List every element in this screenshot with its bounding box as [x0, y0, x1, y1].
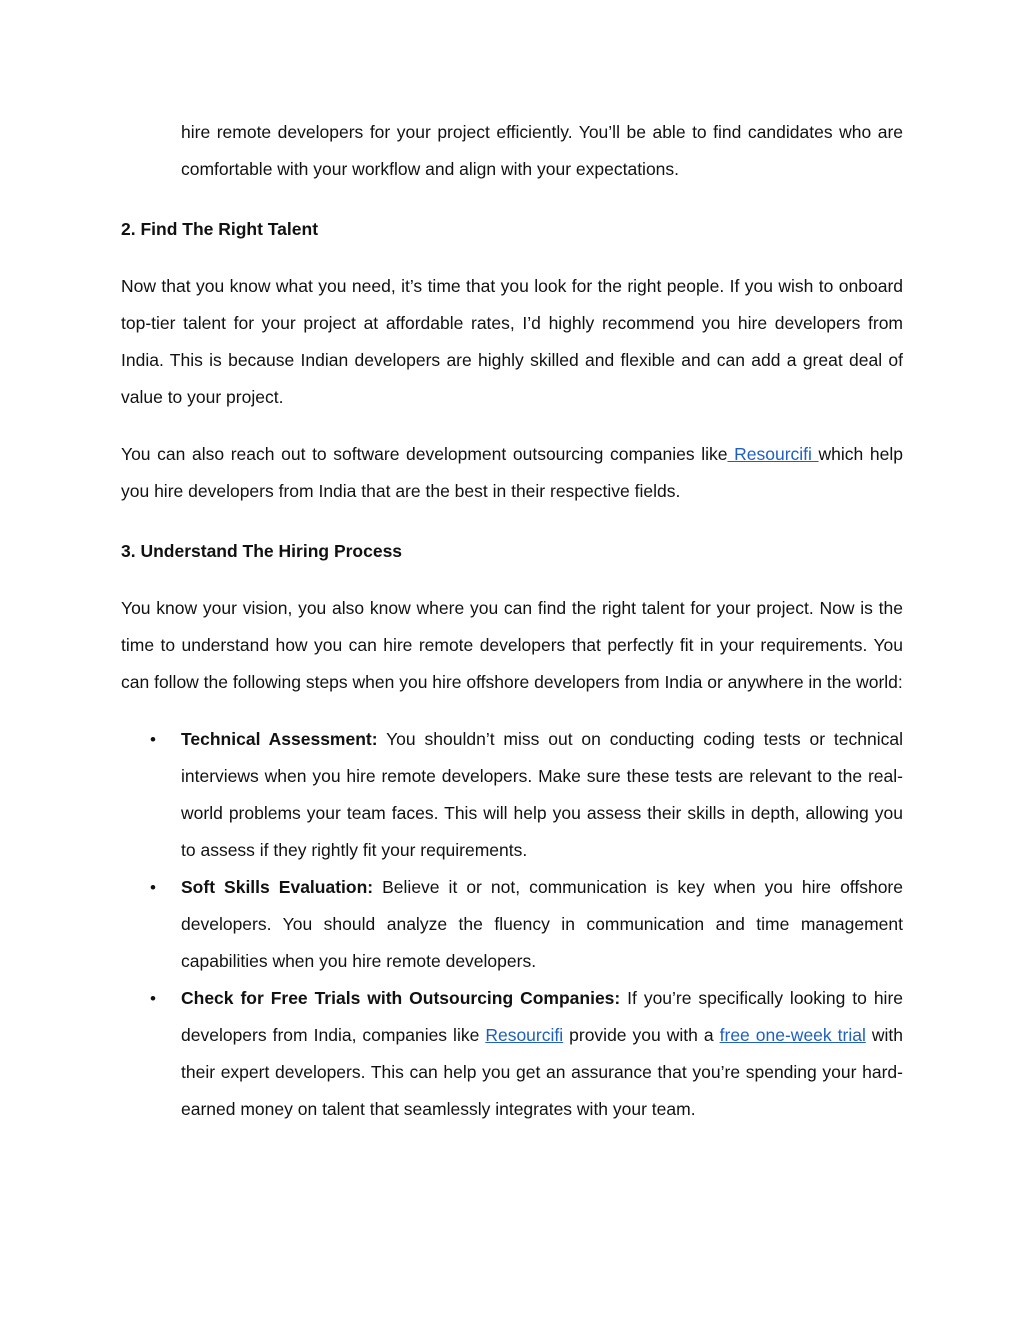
list-item-title: Technical Assessment:	[181, 729, 378, 749]
paragraph-find-talent: Now that you know what you need, it’s time that you look for the right people. If you wish to onboard top-tier talent for your project at affordable rates, I’d highly recommend you hire developers from India. This is because Indian developers are highly skilled and flexible and can add a great deal of value to your project.	[121, 276, 903, 407]
list-item-text: with their expert developers. This can help you get an assurance that you’re spending your hard-earned money on talent that seamlessly integrates with your team.	[181, 1025, 903, 1119]
list-item	[121, 869, 903, 980]
section-heading-hiring-process: 3. Understand The Hiring Process	[121, 541, 403, 561]
free-trial-link[interactable]: free one-week trial	[719, 1025, 866, 1045]
paragraph-outsourcing-companies	[121, 436, 903, 510]
list-item-text: If you’re specifically looking to hire developers from India, companies like	[181, 988, 904, 1045]
paragraph-text: You can also reach out to software development outsourcing companies like	[121, 444, 728, 464]
list-item-title: Check for Free Trials with Outsourcing Companies:	[181, 988, 621, 1008]
bullet-icon: •	[150, 878, 156, 897]
list-item-text: Believe it or not, communication is key when you hire offshore developers. You should analyze the fluency in communication and time management capabilities when you hire remote developers.	[181, 877, 903, 971]
bullet-icon: •	[150, 989, 156, 1008]
hiring-steps-list	[121, 721, 903, 1128]
paragraph-hiring-process: You know your vision, you also know where you can find the right talent for your project. Now is the time to understand how you can hire remote developers that perfectly fit in your requirements. You can follow the following steps when you hire offshore developers from India or anywhere in the world:	[121, 598, 903, 692]
list-item	[121, 980, 903, 1128]
resourcifi-link[interactable]: Resourcifi	[727, 444, 819, 464]
list-item-text: provide you with a	[563, 1025, 720, 1045]
intro-paragraph: hire remote developers for your project efficiently. You’ll be able to find candidates who are comfortable with your workflow and align with your expectations.	[181, 122, 903, 179]
bullet-icon: •	[150, 730, 156, 749]
document-page	[121, 114, 903, 1128]
section-heading-find-talent: 2. Find The Right Talent	[121, 219, 319, 239]
list-item-title: Soft Skills Evaluation:	[181, 877, 374, 897]
resourcifi-link[interactable]: Resourcifi	[485, 1025, 564, 1045]
paragraph-text: which help you hire developers from India that are the best in their respective fields.	[121, 444, 903, 501]
list-item	[121, 721, 903, 869]
list-item-text: You shouldn’t miss out on conducting coding tests or technical interviews when you hire remote developers. Make sure these tests are relevant to the real-world problems your team faces. This will help you assess their skills in depth, allowing you to assess if they rightly fit your requirements.	[181, 729, 903, 860]
